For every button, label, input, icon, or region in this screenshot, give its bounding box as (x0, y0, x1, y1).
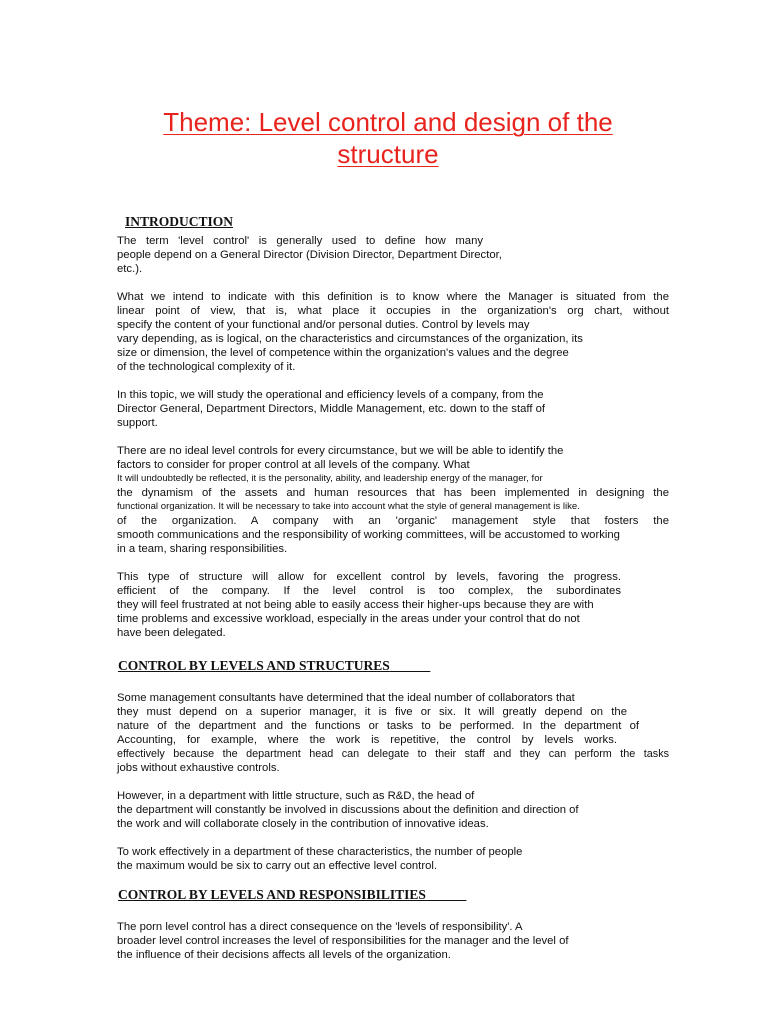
document-title (110, 106, 666, 170)
text-line: the work and will collaborate closely in the contribution of innovative ideas. (117, 818, 489, 830)
intro-paragraph-3 (117, 388, 669, 430)
text-line: nature of the department and the functions or tasks to be performed. In the department of (117, 720, 639, 732)
text-line: The porn level control has a direct consequence on the 'levels of responsibility'. A (117, 921, 523, 933)
text-line: time problems and excessive workload, especially in the areas under your control that do not (117, 613, 580, 625)
text-line: effectively because the department head can delegate to their staff and they can perform the tasks (117, 748, 669, 760)
text-line: What we intend to indicate with this definition is to know where the Manager is situated from the (117, 291, 669, 303)
text-line: This type of structure will allow for excellent control by levels, favoring the progress. (117, 571, 621, 583)
text-line: However, in a department with little structure, such as R&D, the head of (117, 790, 475, 802)
intro-paragraph-2 (117, 290, 669, 374)
text-line: etc.). (117, 263, 143, 275)
text-line: the influence of their decisions affects all levels of the organization. (117, 949, 451, 961)
structures-paragraph-1 (117, 691, 669, 775)
section-heading-text: CONTROL BY LEVELS AND STRUCTURES (118, 658, 390, 673)
structures-paragraph-3 (117, 845, 669, 873)
section-heading-introduction: INTRODUCTION (125, 214, 234, 229)
intro-paragraph-4 (117, 444, 669, 556)
text-line: the maximum would be six to carry out an effective level control. (117, 860, 438, 872)
text-line: The term 'level control' is generally used to define how many (117, 235, 483, 247)
text-line: efficient of the company. If the level control is too complex, the subordinates (117, 585, 621, 597)
text-line: they must depend on a superior manager, it is five or six. It will greatly depend on the (117, 706, 627, 718)
text-line: factors to consider for proper control at all levels of the company. What (117, 459, 470, 471)
text-line: broader level control increases the level of responsibilities for the manager and the level of (117, 935, 569, 947)
text-line: Director General, Department Directors, Middle Management, etc. down to the staff of (117, 403, 546, 415)
text-line: people depend on a General Director (Division Director, Department Director, (117, 249, 502, 261)
text-line: There are no ideal level controls for every circumstance, but we will be able to identify the (117, 445, 564, 457)
intro-paragraph-1 (117, 234, 669, 276)
text-line: the department will constantly be involved in discussions about the definition and direction of (117, 804, 579, 816)
text-line: of the technological complexity of it. (117, 361, 296, 373)
text-line: in a team, sharing responsibilities. (117, 543, 288, 555)
text-line: vary depending, as is logical, on the characteristics and circumstances of the organization, its (117, 333, 583, 345)
text-line: of the organization. A company with an 'organic' management style that fosters the (117, 515, 669, 527)
text-line: smooth communications and the responsibility of working committees, will be accustomed to working (117, 529, 620, 541)
intro-paragraph-5 (117, 570, 669, 640)
title-line-1: Theme: Level control and design of the (163, 107, 613, 137)
text-line: size or dimension, the level of competence within the organization's values and the degree (117, 347, 569, 359)
text-line: To work effectively in a department of these characteristics, the number of people (117, 846, 523, 858)
section-heading-structures (118, 658, 430, 674)
text-line: Accounting, for example, where the work is repetitive, the control by levels works. (117, 734, 617, 746)
text-line: In this topic, we will study the operational and efficiency levels of a company, from the (117, 389, 544, 401)
structures-paragraph-2 (117, 789, 669, 831)
text-line: they will feel frustrated at not being able to easily access their higher-ups because they are with (117, 599, 594, 611)
text-line: linear point of view, that is, what place it occupies in the organization's org chart, without (117, 305, 669, 317)
title-line-2: structure (337, 139, 439, 169)
section-heading-responsibilities (118, 887, 466, 903)
text-line: specify the content of your functional and/or personal duties. Control by levels may (117, 319, 530, 331)
text-line: It will undoubtedly be reflected, it is the personality, ability, and leadership energy of the manager, for (117, 473, 543, 484)
text-line: jobs without exhaustive controls. (117, 762, 280, 774)
text-line: the dynamism of the assets and human resources that has been implemented in designing the (117, 487, 669, 499)
text-line: functional organization. It will be necessary to take into account what the style of general management is like. (117, 501, 580, 512)
text-line: support. (117, 417, 158, 429)
section-heading-text: CONTROL BY LEVELS AND RESPONSIBILITIES (118, 887, 426, 902)
text-line: Some management consultants have determined that the ideal number of collaborators that (117, 692, 575, 704)
text-line: have been delegated. (117, 627, 226, 639)
responsibilities-paragraph-1 (117, 920, 669, 962)
